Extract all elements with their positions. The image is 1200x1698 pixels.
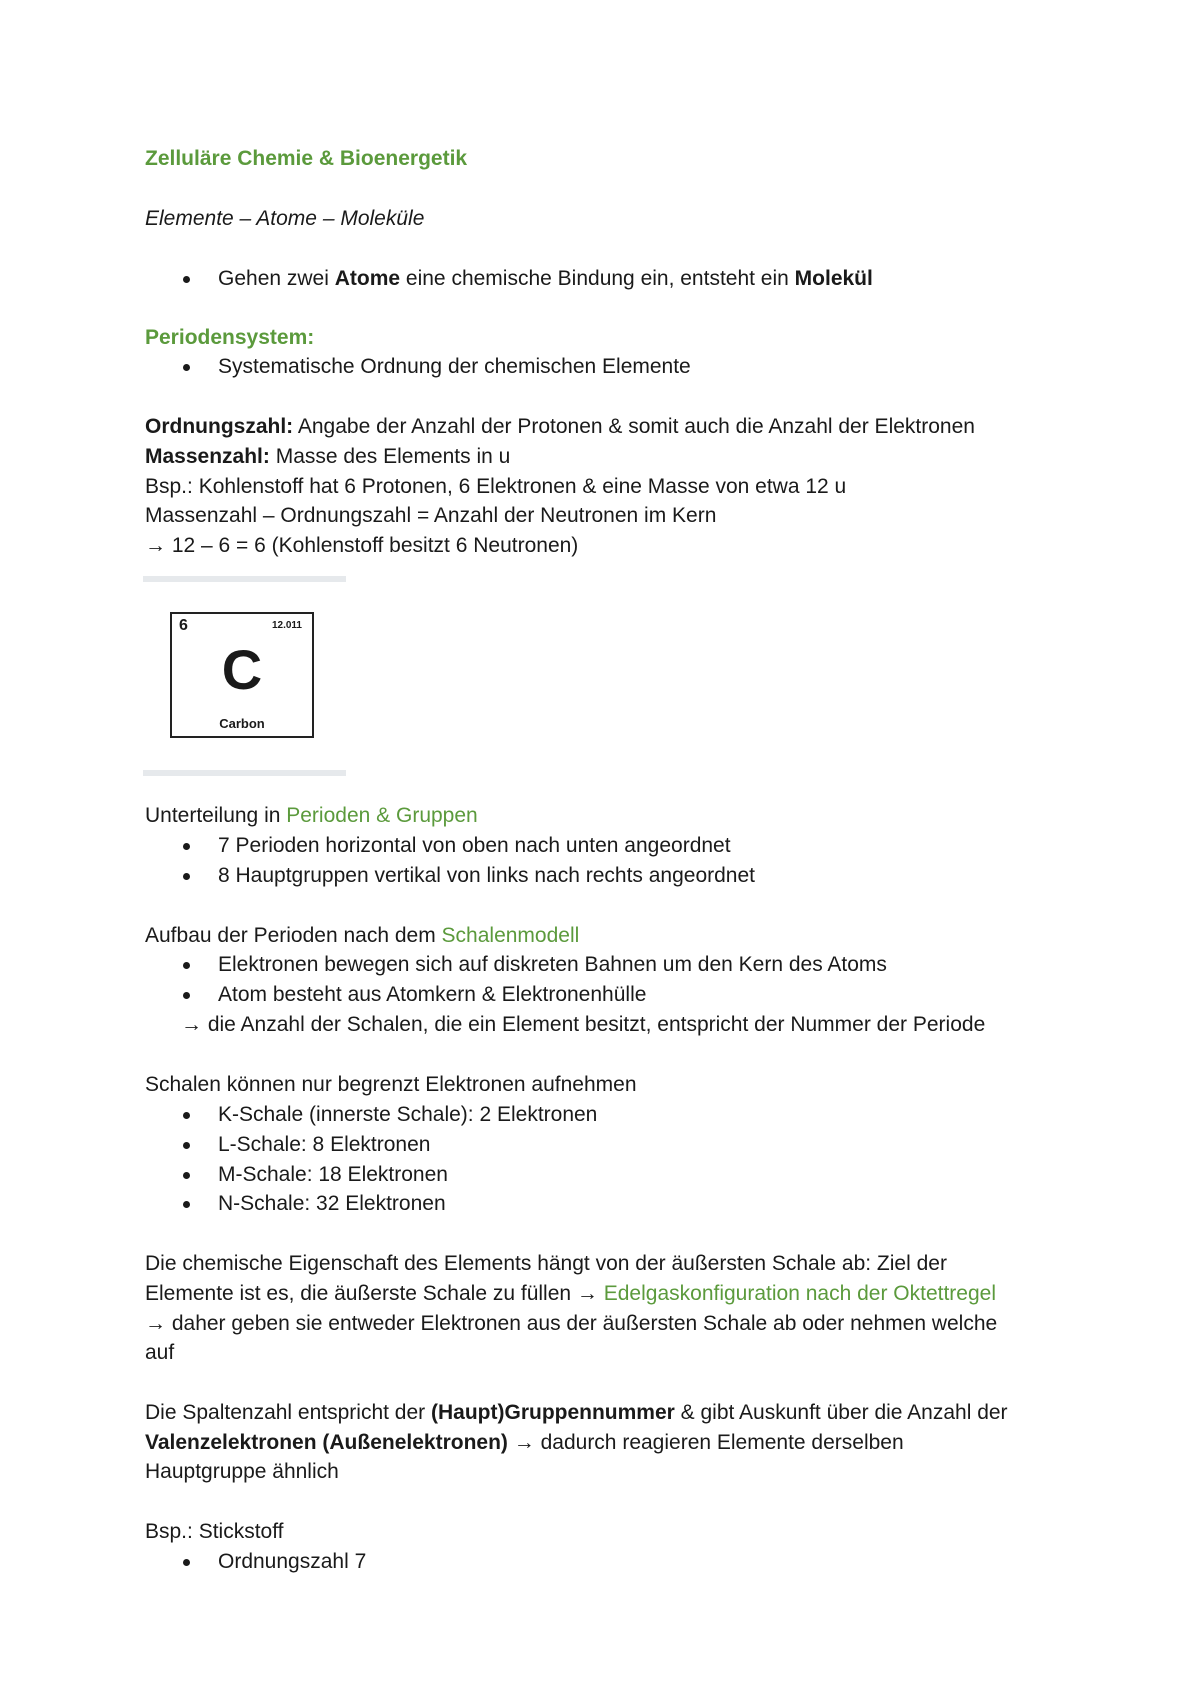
list-item: 7 Perioden horizontal von oben nach unten angeordnet: [218, 834, 731, 857]
paragraph-line: [145, 1310, 997, 1338]
term-label: Massenzahl:: [145, 445, 270, 468]
bullet-dot: [183, 873, 190, 880]
section-heading-periodensystem: Periodensystem:: [145, 326, 315, 349]
paragraph-line: Hauptgruppe ähnlich: [145, 1460, 339, 1483]
carbon-element-tile: [170, 612, 314, 738]
highlight-text: Schalenmodell: [441, 924, 580, 947]
bullet-dot: [183, 1112, 190, 1119]
text-run: daher geben sie entweder Elektronen aus der äußersten Schale ab oder nehmen welche: [166, 1312, 998, 1335]
text-run: die Anzahl der Schalen, die ein Element besitzt, entspricht der Nummer der Periode: [202, 1013, 986, 1036]
term-text: Masse des Elements in u: [269, 445, 511, 468]
element-name: Carbon: [219, 716, 265, 731]
text-run-bold: Valenzelektronen (Außenelektronen): [145, 1431, 508, 1454]
bullet-dot: [183, 1172, 190, 1179]
text-run-bold: Atome: [334, 267, 401, 290]
list-item: N-Schale: 32 Elektronen: [218, 1192, 446, 1215]
text-run: Unterteilung in: [145, 804, 287, 827]
element-atomic-number: 6: [179, 617, 188, 634]
bullet-dot: [183, 962, 190, 969]
paragraph-line: [145, 1280, 996, 1308]
element-atomic-mass: 12.011: [271, 620, 302, 631]
highlight-text: Perioden & Gruppen: [286, 804, 478, 827]
list-item: L-Schale: 8 Elektronen: [218, 1133, 431, 1156]
text-run-bold: (Haupt)Gruppennummer: [431, 1401, 675, 1424]
text-run: Gehen zwei: [218, 267, 335, 290]
list-item: [218, 265, 873, 293]
bullet-dot: [183, 1201, 190, 1208]
arrow-icon: →: [145, 1312, 166, 1335]
bullet-dot: [183, 992, 190, 999]
text-run: Elemente ist es, die äußerste Schale zu füllen: [145, 1282, 577, 1305]
term-label: Ordnungszahl:: [145, 415, 294, 438]
image-top-border: [143, 576, 346, 582]
element-symbol: C: [221, 638, 263, 701]
result-line: [145, 532, 578, 560]
document-title: Zelluläre Chemie & Bioenergetik: [145, 147, 468, 170]
bullet-dot: [183, 276, 190, 283]
list-item: Ordnungszahl 7: [218, 1550, 367, 1573]
example-line: Bsp.: Kohlenstoff hat 6 Protonen, 6 Elektronen & eine Masse von etwa 12 u: [145, 475, 847, 498]
list-item: 8 Hauptgruppen vertikal von links nach rechts angeordnet: [218, 864, 755, 887]
arrow-icon: →: [513, 1431, 535, 1454]
paragraph-line: auf: [145, 1341, 175, 1364]
bullet-dot: [183, 1559, 190, 1566]
text-run: dadurch reagieren Elemente derselben: [534, 1431, 904, 1454]
schalen-heading: Schalen können nur begrenzt Elektronen aufnehmen: [145, 1073, 637, 1096]
aufbau-heading: [145, 922, 579, 950]
list-item: K-Schale (innerste Schale): 2 Elektronen: [218, 1103, 598, 1126]
term-text: Angabe der Anzahl der Protonen & somit auch die Anzahl der Elektronen: [293, 415, 975, 438]
example-heading: Bsp.: Stickstoff: [145, 1520, 284, 1543]
ordnungszahl-line: [145, 413, 975, 441]
text-run: 12 – 6 = 6 (Kohlenstoff besitzt 6 Neutronen): [166, 534, 579, 557]
text-run: eine chemische Bindung ein, entsteht ein: [400, 267, 795, 290]
text-run: & gibt Auskunft über die Anzahl der: [674, 1401, 1008, 1424]
image-bottom-border: [143, 770, 346, 776]
bullet-dot: [183, 364, 190, 371]
section-subtitle: Elemente – Atome – Moleküle: [145, 207, 425, 230]
formula-line: Massenzahl – Ordnungszahl = Anzahl der Neutronen im Kern: [145, 504, 717, 527]
bullet-dot: [183, 1142, 190, 1149]
text-run: Die Spaltenzahl entspricht der: [145, 1401, 431, 1424]
unterteilung-heading: [145, 802, 478, 830]
text-run-bold: Molekül: [794, 267, 873, 290]
arrow-icon: →: [145, 534, 166, 557]
aufbau-note: [181, 1011, 985, 1039]
paragraph-line: [145, 1399, 1008, 1427]
list-item: Atom besteht aus Atomkern & Elektronenhülle: [218, 983, 647, 1006]
text-run: Aufbau der Perioden nach dem: [145, 924, 442, 947]
paragraph-line: Die chemische Eigenschaft des Elements hängt von der äußersten Schale ab: Ziel der: [145, 1252, 947, 1275]
bullet-dot: [183, 843, 190, 850]
arrow-icon: →: [576, 1282, 598, 1305]
highlight-text: Edelgaskonfiguration nach der Oktettregel: [603, 1282, 996, 1305]
paragraph-line: [145, 1429, 904, 1457]
list-item: Elektronen bewegen sich auf diskreten Bahnen um den Kern des Atoms: [218, 953, 887, 976]
list-item: Systematische Ordnung der chemischen Elemente: [218, 355, 691, 378]
list-item: M-Schale: 18 Elektronen: [218, 1163, 448, 1186]
arrow-icon: →: [181, 1013, 202, 1036]
massenzahl-line: [145, 443, 510, 471]
